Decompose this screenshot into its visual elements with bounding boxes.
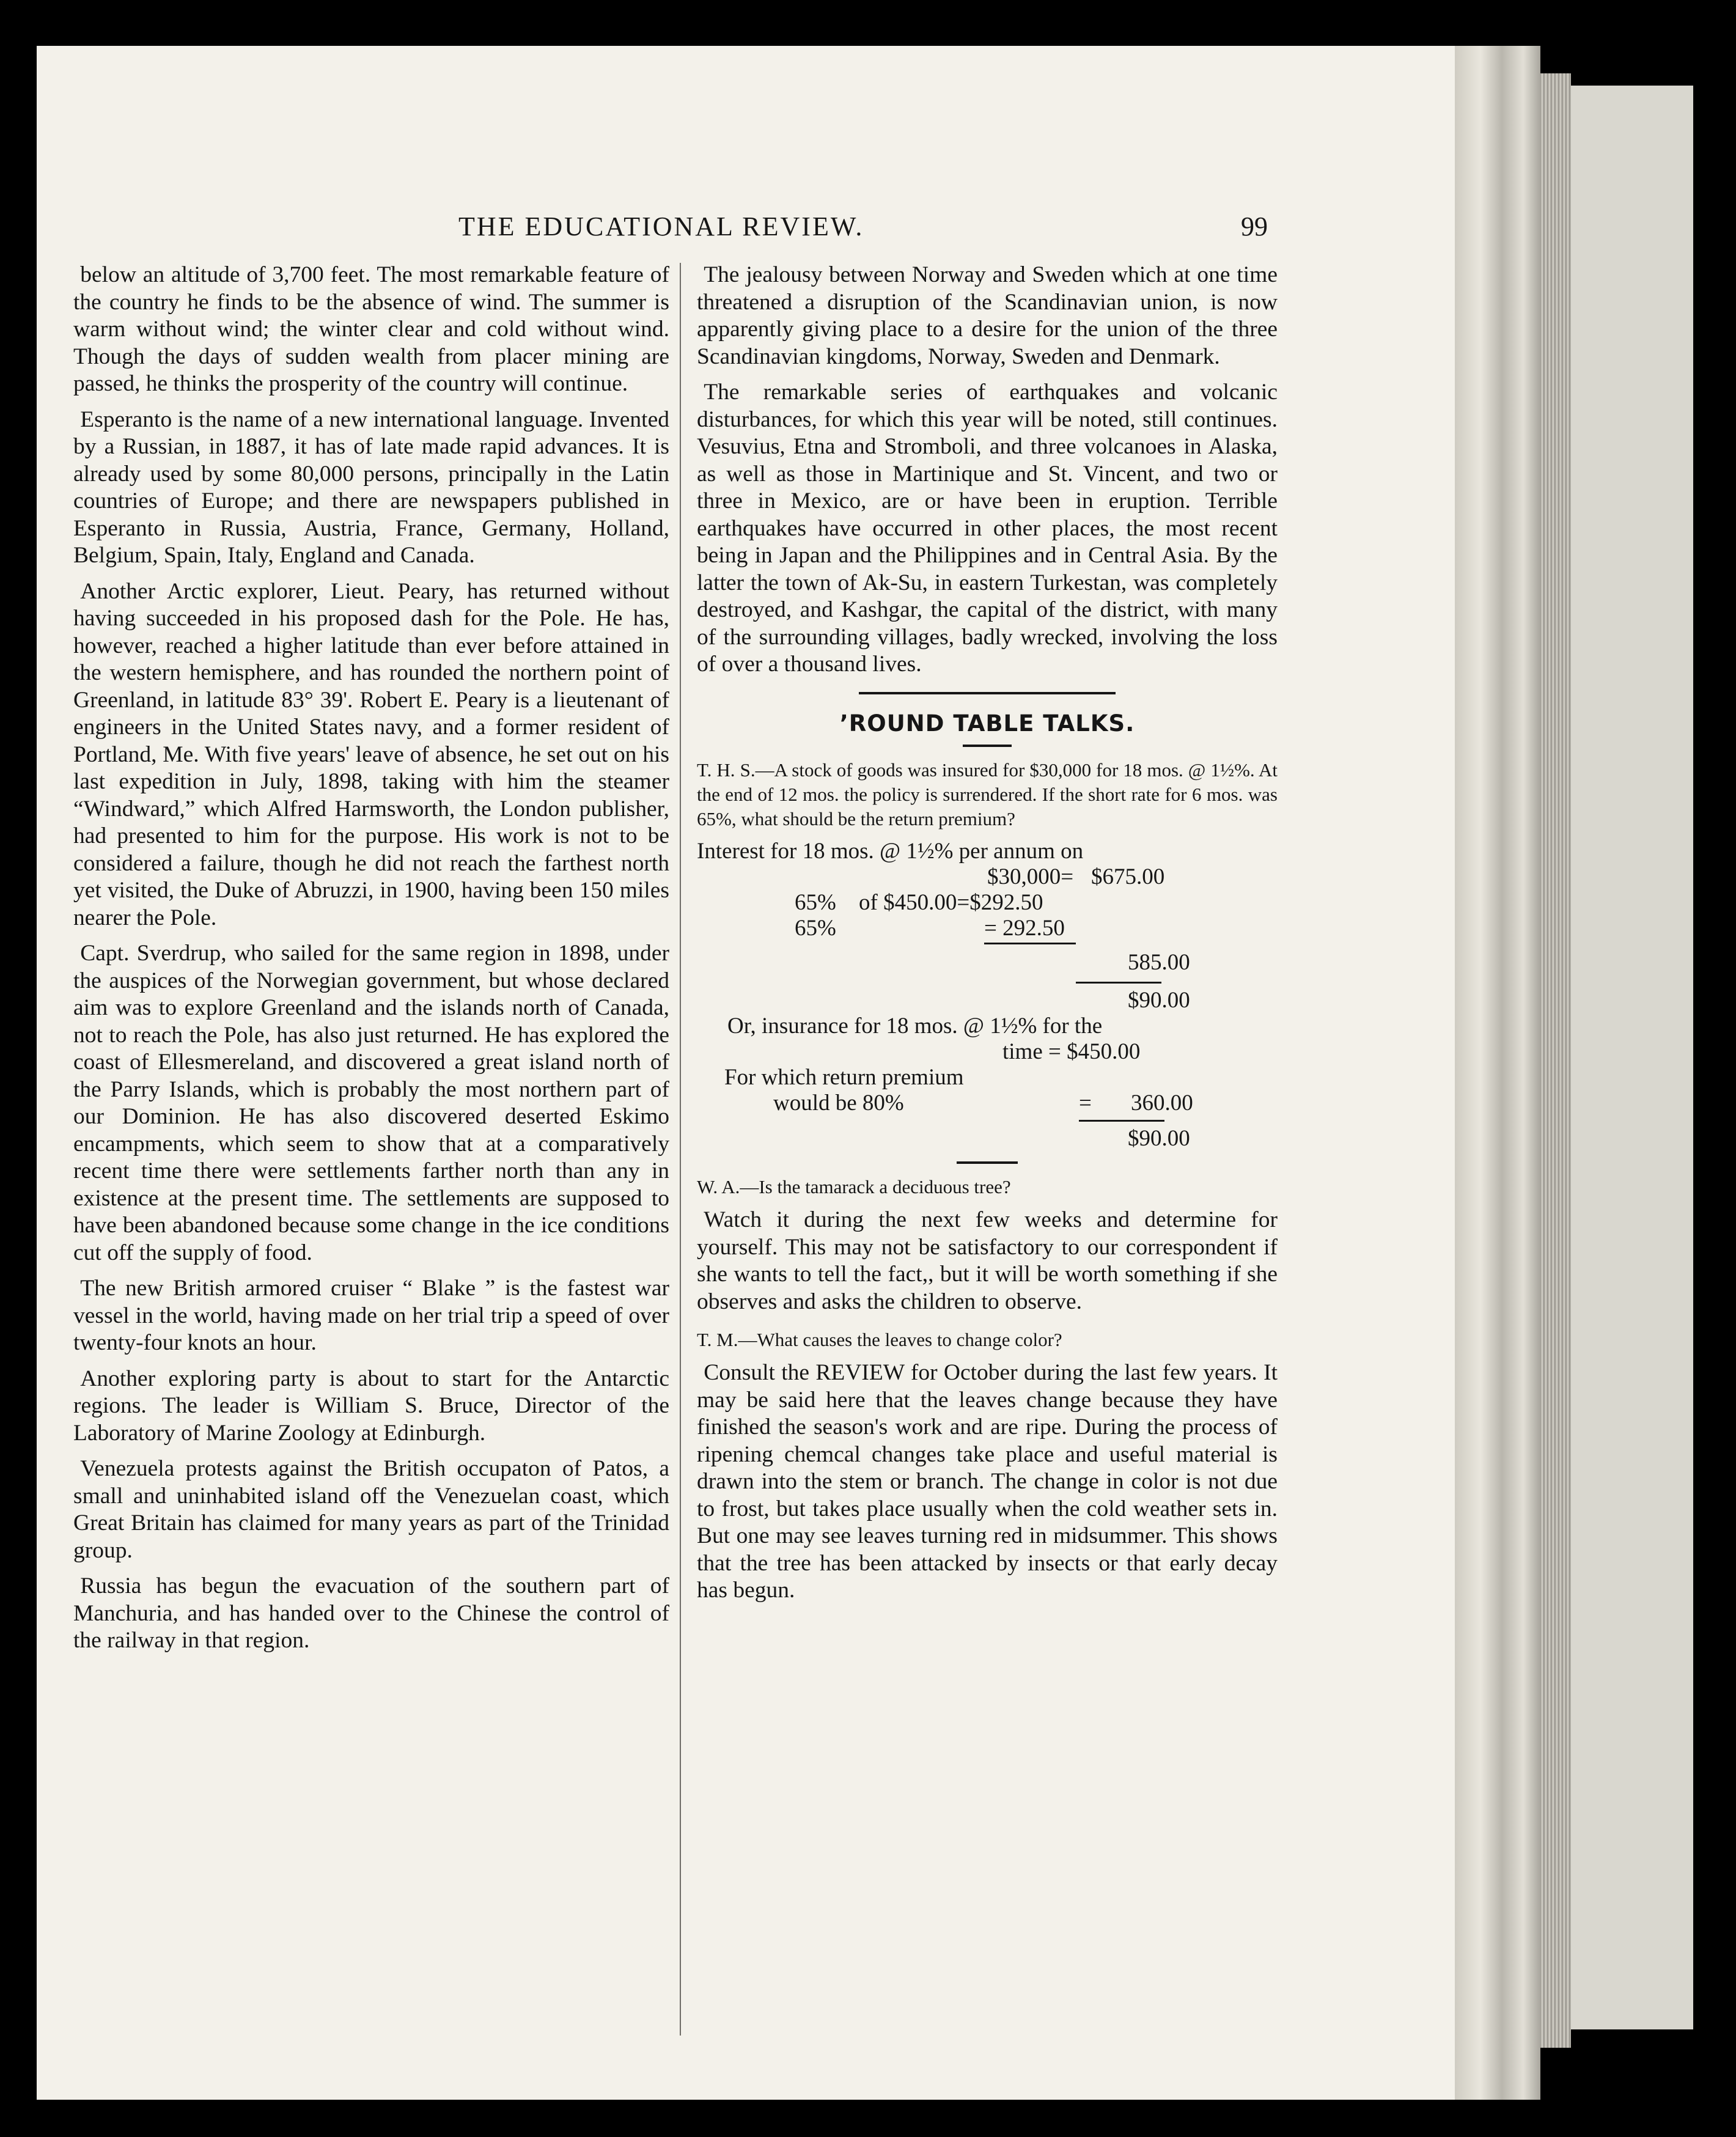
question-ths: T. H. S.—A stock of goods was insured for $30,000 for 18 mos. @ 1½%. At the end of 12 mos. the policy is surrendered. If the short rate for 6 mos. was 65%, what should be the return premium? bbox=[697, 759, 1278, 829]
paragraph: Esperanto is the name of a new international language. Invented by a Russian, in 1887, it has of late made rapid advances. It is already used by some 80,000 persons, principally in the Latin countries of Europe; and there are newspapers published in Esperanto in Russia, Austria, France, Germany, Holland, Belgium, Spain, Italy, England and Canada. bbox=[73, 406, 669, 568]
calc-line: = 292.50 bbox=[984, 916, 1065, 941]
answer-tm: Consult the REVIEW for October during the last few years. It may be said here that the leaves change because they have finished the season's work and are ripe. During the process of ripening chemcal changes take place and useful material is drawn into the stem or branch. The change in color is not due to frost, but takes place usually when the cold weather sets in. But one may see leaves turning red in midsummer. This shows that the tree has been attacked by insects or that early decay has begun. bbox=[697, 1360, 1278, 1603]
paragraph: The new British armored cruiser “ Blake ” is the fastest war vessel in the world, having made on her trial trip a speed of over twenty-four knots an hour. bbox=[73, 1276, 669, 1355]
calc-line: would be 80% bbox=[773, 1091, 904, 1116]
page-edges bbox=[1540, 73, 1571, 2048]
total-underline bbox=[1076, 982, 1161, 984]
short-rule bbox=[957, 1161, 1018, 1164]
calc-amount: $90.00 bbox=[1128, 1126, 1190, 1151]
calc-amount: $90.00 bbox=[1128, 988, 1190, 1013]
calc-amount: 360.00 bbox=[1131, 1091, 1193, 1116]
calc-line: 65% bbox=[795, 916, 836, 941]
page-header bbox=[458, 211, 1314, 248]
question-wa: W. A.—Is the tamarack a deciduous tree? bbox=[697, 1176, 1011, 1197]
paragraph: Venezuela protests against the British occupaton of Patos, a small and uninhabited island off the Venezuelan coast, which Great Britain has claimed for many years as part of the Trinidad group. bbox=[73, 1456, 669, 1563]
calculation-block bbox=[697, 839, 1278, 1154]
short-rule bbox=[963, 745, 1012, 747]
column-divider bbox=[680, 263, 681, 2036]
calc-line: of $450.00=$292.50 bbox=[859, 890, 1043, 915]
book-spine bbox=[1455, 46, 1540, 2100]
paragraph: Russia has begun the evacuation of the southern part of Manchuria, and has handed over to the Chinese the control of the railway in that region. bbox=[73, 1573, 669, 1653]
calc-line: Or, insurance for 18 mos. @ 1½% for the bbox=[727, 1013, 1103, 1039]
calc-line: = bbox=[1079, 1091, 1092, 1116]
sum-underline bbox=[984, 943, 1076, 944]
paragraph: The remarkable series of earthquakes and volcanic disturbances, for which this year will be noted, still continues. Vesuvius, Etna and Stromboli, and three volcanoes in Alaska, as well as those in Martinique and St. Vincent, and two or three in Mexico, are or have been in eruption. Terrible earthquakes have occurred in other places, the most recent being in Japan and the Philippines and in Central Asia. By the latter the town of Ak-Su, in eastern Turkestan, was completely destroyed, and Kashgar, the capital of the district, with many of the surrounding villages, badly wrecked, involving the loss of over a thousand lives. bbox=[697, 380, 1278, 677]
page-number: 99 bbox=[1241, 211, 1268, 241]
answer-wa: Watch it during the next few weeks and determine for yourself. This may not be satisfactory to our correspondent if she wants to tell the fact,, but it will be worth something if she observes and asks the children to observe. bbox=[697, 1207, 1278, 1314]
paragraph: below an altitude of 3,700 feet. The most remarkable feature of the country he finds to be the absence of wind. The summer is warm without wind; the winter clear and cold without wind. Though the days of sudden wealth from placer mining are passed, he thinks the prosperity of the country will continue. bbox=[73, 262, 669, 396]
calc-amount: $675.00 bbox=[1091, 864, 1165, 889]
paragraph: Another exploring party is about to start for the Antarctic regions. The leader is William S. Bruce, Director of the Laboratory of Marine Zoology at Edinburgh. bbox=[73, 1366, 669, 1446]
total-underline bbox=[1079, 1120, 1164, 1122]
facing-page-edge bbox=[1571, 86, 1693, 2029]
right-column bbox=[697, 262, 1278, 1613]
calc-line: 65% bbox=[795, 890, 836, 915]
section-title: ’ROUND TABLE TALKS. bbox=[839, 710, 1135, 737]
calc-line: time = $450.00 bbox=[1002, 1039, 1141, 1064]
paragraph: Capt. Sverdrup, who sailed for the same region in 1898, under the auspices of the Norwegian government, but whose declared aim was to explore Greenland and the islands north of Canada, not to reach the Pole, has also just returned. He has explored the coast of Ellesmereland, and discovered a great island north of the Parry Islands, which is probably the most northern part of our Dominion. He has also discovered deserted Eskimo encampments, which seem to show that at a comparatively recent time there were settlements farther north than any in existence at the present time. The settlements are supposed to have been abandoned because some change in the ice conditions cut off the supply of food. bbox=[73, 941, 669, 1265]
question-tm: T. M.—What causes the leaves to change color? bbox=[697, 1329, 1062, 1350]
calc-line: Interest for 18 mos. @ 1½% per annum on bbox=[697, 839, 1084, 864]
paragraph: Another Arctic explorer, Lieut. Peary, has returned without having succeeded in his proposed dash for the Pole. He has, however, reached a higher latitude than ever before attained in the western hemisphere, and has rounded the northern point of Greenland, in latitude 83° 39'. Robert E. Peary is a lieutenant of engineers in the United States navy, and a former resident of Portland, Me. With five years' leave of absence, he set out on his last expedition in July, 1898, taking with him the steamer “Windward,” which Alfred Harmsworth, the London publisher, had presented to him for the purpose. His work is not to be considered a failure, though he did not reach the farthest north yet visited, the Duke of Abruzzi, in 1900, having been 150 miles nearer the Pole. bbox=[73, 578, 669, 930]
calc-amount: 585.00 bbox=[1128, 950, 1190, 975]
section-rule bbox=[859, 692, 1116, 694]
left-column bbox=[73, 262, 669, 1663]
running-title: THE EDUCATIONAL REVIEW. bbox=[458, 211, 864, 241]
paragraph: The jealousy between Norway and Sweden which at one time threatened a disruption of the Scandinavian union, is now apparently giving place to a desire for the union of the three Scandinavian kingdoms, Norway, Sweden and Denmark. bbox=[697, 262, 1278, 369]
calc-line: $30,000= bbox=[987, 864, 1074, 889]
calc-line: For which return premium bbox=[724, 1065, 964, 1090]
